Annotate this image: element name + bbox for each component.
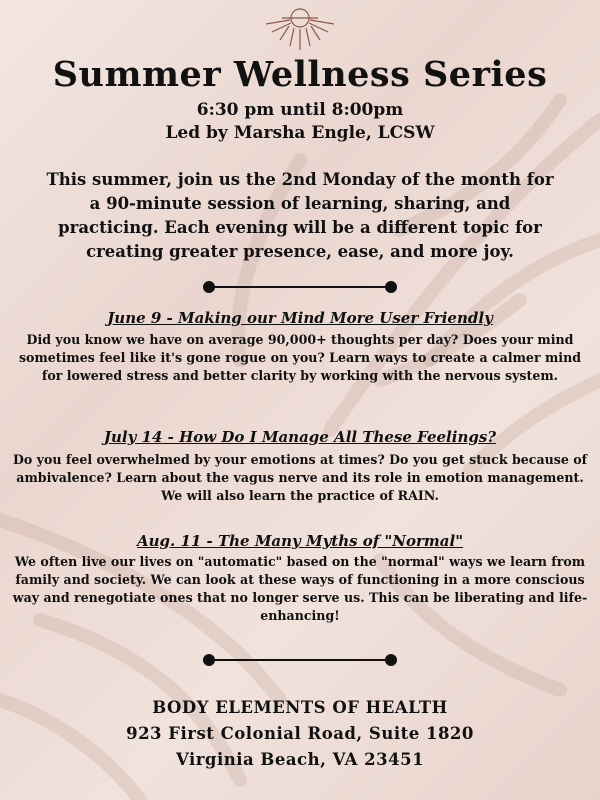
divider-top bbox=[203, 281, 397, 293]
intro-text: This summer, join us the 2nd Monday of the month for a 90-minute session of learning, sharing, and practicing. Each evening will be a different topic for creating greater presence, ease, and more joy. bbox=[46, 170, 554, 261]
footer-city: Virginia Beach, VA 23451 bbox=[175, 750, 425, 769]
footer-organization: BODY ELEMENTS OF HEALTH bbox=[152, 698, 448, 717]
footer-address: 923 First Colonial Road, Suite 1820 bbox=[126, 724, 474, 743]
event-title-july: July 14 - How Do I Manage All These Feelings? bbox=[103, 428, 497, 446]
event-description-august: We often live our lives on "automatic" based on the "normal" ways we learn from family and society. We can look at these ways of functioning in a more conscious way and renegotiate ones that no longer serve us. This can be liberating and life-enhancing! bbox=[12, 554, 588, 623]
page-title: Summer Wellness Series bbox=[52, 54, 548, 95]
event-description-june: Did you know we have on average 90,000+ thoughts per day? Does your mind sometimes feel like it's gone rogue on you? Learn ways to create a calmer mind for lowered stress and better clarity by working with the nervous system. bbox=[18, 332, 582, 383]
event-title-august: Aug. 11 - The Many Myths of "Normal" bbox=[136, 532, 464, 550]
event-time: 6:30 pm until 8:00pm bbox=[196, 100, 404, 120]
sun-logo-icon bbox=[260, 2, 340, 52]
divider-bottom bbox=[203, 654, 397, 666]
event-title-june: June 9 - Making our Mind More User Friendly bbox=[107, 309, 493, 327]
leader-name: Led by Marsha Engle, LCSW bbox=[165, 123, 435, 143]
event-description-july: Do you feel overwhelmed by your emotions at times? Do you get stuck because of ambivalence? Learn about the vagus nerve and its role in emotion management. We will also learn the practice of RAIN. bbox=[12, 452, 588, 503]
